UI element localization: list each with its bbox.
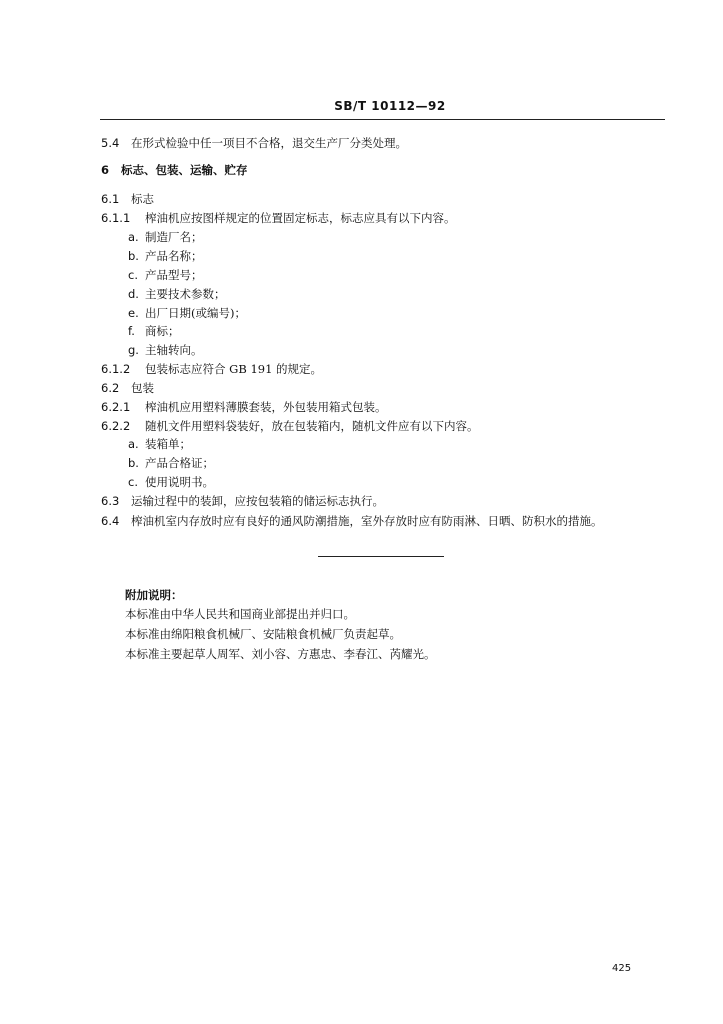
list-text: 产品合格证； [145,456,214,470]
clause-number: 6.1.1 [101,211,131,225]
list-letter: e. [128,306,139,320]
list-letter: a. [128,230,139,244]
list-item [128,287,226,301]
list-item [128,249,203,263]
clause-number: 6.3 [101,494,120,508]
clause-number: 6.2 [101,381,120,395]
appendix-title: 附加说明： [125,588,183,602]
section-6-heading [101,163,248,177]
list-item [128,475,214,489]
clause-text: 榨油机室内存放时应有良好的通风防潮措施，室外存放时应有防雨淋、日晒、防积水的措施。 [131,514,603,528]
clause-number: 6.1.2 [101,362,131,376]
list-letter: a. [128,437,139,451]
clause-text: 随机文件用塑料袋装好，放在包装箱内，随机文件应有以下内容。 [145,419,479,433]
clause-text: 榨油机应按图样规定的位置固定标志，标志应具有以下内容。 [145,211,456,225]
list-item [128,268,203,282]
clause-6-3 [101,494,384,508]
clause-6-1-2 [101,362,322,376]
list-text: 出厂日期(或编号)； [145,306,246,320]
clause-6-1 [101,192,154,206]
clause-6-2-2 [101,419,479,433]
list-text: 产品型号； [145,268,203,282]
list-letter: d. [128,287,139,301]
list-text: 产品名称； [145,249,203,263]
appendix-line: 本标准主要起草人周军、刘小容、方惠忠、李春江、芮耀光。 [125,647,436,661]
list-text: 主轴转向。 [145,343,203,357]
clause-6-1-1 [101,211,456,225]
list-letter: f. [128,324,135,338]
page-number: 425 [612,963,632,974]
standard-code: SB/T 10112—92 [334,99,446,113]
clause-text: 榨油机应用塑料薄膜套装，外包装用箱式包装。 [145,400,387,414]
list-letter: b. [128,456,139,470]
section-divider [318,556,444,557]
clause-number: 5.4 [101,136,120,150]
clause-text: 标志 [131,192,154,206]
list-item [128,437,191,451]
clause-text: 包装标志应符合 GB 191 的规定。 [145,362,323,376]
list-letter: c. [128,475,138,489]
clause-number: 6.1 [101,192,120,206]
clause-text: 运输过程中的装卸，应按包装箱的储运标志执行。 [131,494,384,508]
list-text: 装箱单； [145,437,191,451]
clause-text: 在形式检验中任一项目不合格，退交生产厂分类处理。 [131,136,407,150]
clause-number: 6.4 [101,514,120,528]
list-item [128,456,214,470]
list-letter: c. [128,268,138,282]
list-item [128,343,203,357]
list-text: 制造厂名； [145,230,203,244]
clause-5-4 [101,136,407,150]
list-letter: b. [128,249,139,263]
list-text: 主要技术参数； [145,287,226,301]
clause-6-4 [101,514,603,528]
list-text: 商标； [145,324,180,338]
appendix-line: 本标准由绵阳粮食机械厂、安陆粮食机械厂负责起草。 [125,627,401,641]
list-item [128,306,246,320]
list-text: 使用说明书。 [145,475,214,489]
clause-6-2-1 [101,400,387,414]
clause-6-2 [101,381,154,395]
list-letter: g. [128,343,139,357]
clause-number: 6.2.2 [101,419,131,433]
header-rule [100,119,665,120]
appendix-line: 本标准由中华人民共和国商业部提出并归口。 [125,607,355,621]
clause-number: 6.2.1 [101,400,131,414]
list-item [128,230,203,244]
clause-text: 包装 [131,381,154,395]
section-title: 标志、包装、运输、贮存 [121,163,248,177]
section-number: 6 [101,163,110,177]
list-item [128,324,180,338]
